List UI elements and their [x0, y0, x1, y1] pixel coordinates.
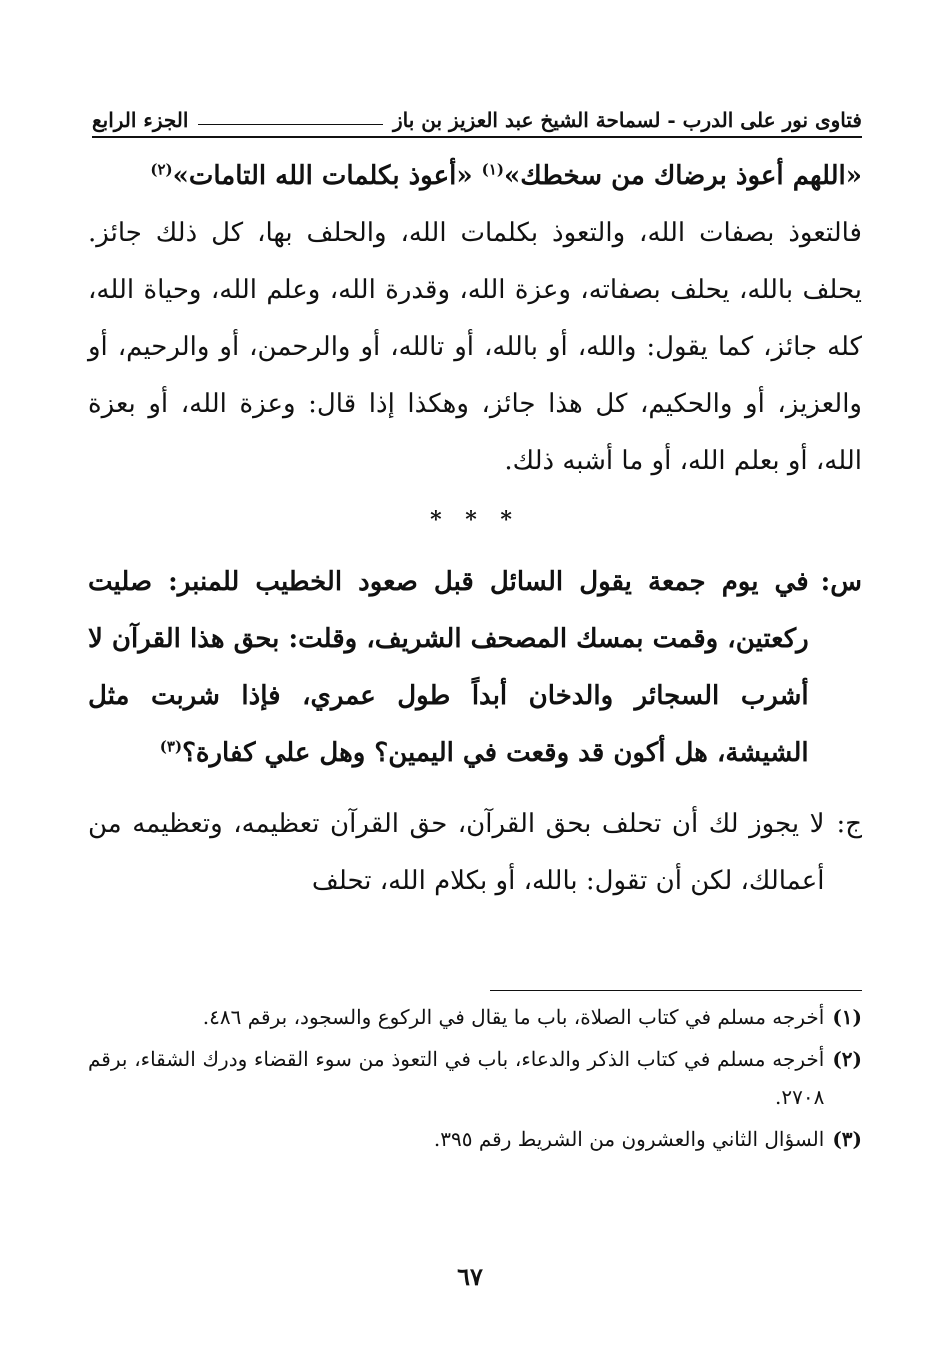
- footnote-number: (٣): [832, 1127, 862, 1151]
- running-header: [92, 92, 862, 138]
- footnote-number: (٢): [832, 1047, 862, 1071]
- footnote-item: [88, 1120, 862, 1158]
- header-rule: [198, 124, 383, 125]
- header-volume: الجزء الرابع: [92, 108, 189, 132]
- header-title: فتاوى نور على الدرب - لسماحة الشيخ عبد العزيز بن باز: [393, 108, 862, 132]
- footnotes: [88, 998, 862, 1162]
- page-number: ٦٧: [457, 1262, 483, 1291]
- footnote-ref-1[interactable]: (١): [481, 160, 504, 179]
- dua-quote-2: «أعوذ بكلمات الله التامات»: [172, 161, 473, 191]
- footnote-divider: [490, 990, 862, 991]
- footnote-ref-3[interactable]: (٣): [159, 737, 183, 756]
- footnote-item: [88, 1040, 862, 1116]
- question-text: في يوم جمعة يقول السائل قبل صعود الخطيب للمنبر: صليت ركعتين، وقمت بمسك المصحف الشريف، وقلت: بحق هذا القرآن لا أشرب السجائر والدخان أبداً طول عمري، فإذا شربت مثل الشيشة، هل أكون قد وقعت في اليمين؟ وهل علي كفارة؟: [88, 567, 809, 768]
- footnote-ref-2[interactable]: (٢): [150, 160, 173, 179]
- dua-line: [88, 148, 862, 205]
- section-separator: * * *: [430, 507, 520, 533]
- answer-text: لا يجوز لك أن تحلف بحق القرآن، حق القرآن تعظيمه، وتعظيمه من أعمالك، لكن أن تقول: بالله، أو بكلام الله، تحلف: [88, 809, 825, 896]
- question-text-wrap: [88, 554, 809, 782]
- body-paragraph: فالتعوذ بصفات الله، والتعوذ بكلمات الله، والحلف بها، كل ذلك جائز. يحلف بالله، يحلف بصفاته، وعزة الله، وقدرة الله، وعلم الله، وحياة الله، كله جائز، كما يقول: والله، أو بالله، أو تالله، أو والرحمن، أو والرحيم، أو والعزيز، أو والحكيم، كل هذا جائز، وهكذا إذا قال: وعزة الله، أو بعزة الله، أو بعلم الله، أو ما أشبه ذلك.: [88, 218, 862, 476]
- footnote-text: السؤال الثاني والعشرون من الشريط رقم ٣٩٥.: [433, 1127, 825, 1151]
- answer-block: [88, 796, 862, 910]
- answer-label: ج:: [836, 809, 862, 839]
- dua-quote-1: «اللهم أعوذ برضاك من سخطك»: [503, 161, 862, 191]
- footnote-text: أخرجه مسلم في كتاب الصلاة، باب ما يقال في الركوع والسجود، برقم ٤٨٦.: [202, 1005, 825, 1029]
- page-body: [88, 148, 862, 910]
- footnote-number: (١): [832, 1005, 862, 1029]
- question-block: [88, 554, 862, 782]
- footnote-text: أخرجه مسلم في كتاب الذكر والدعاء، باب في التعوذ من سوء القضاء ودرك الشقاء، برقم ٢٧٠٨.: [88, 1047, 825, 1109]
- footnote-item: [88, 998, 862, 1036]
- question-label: س:: [820, 567, 862, 597]
